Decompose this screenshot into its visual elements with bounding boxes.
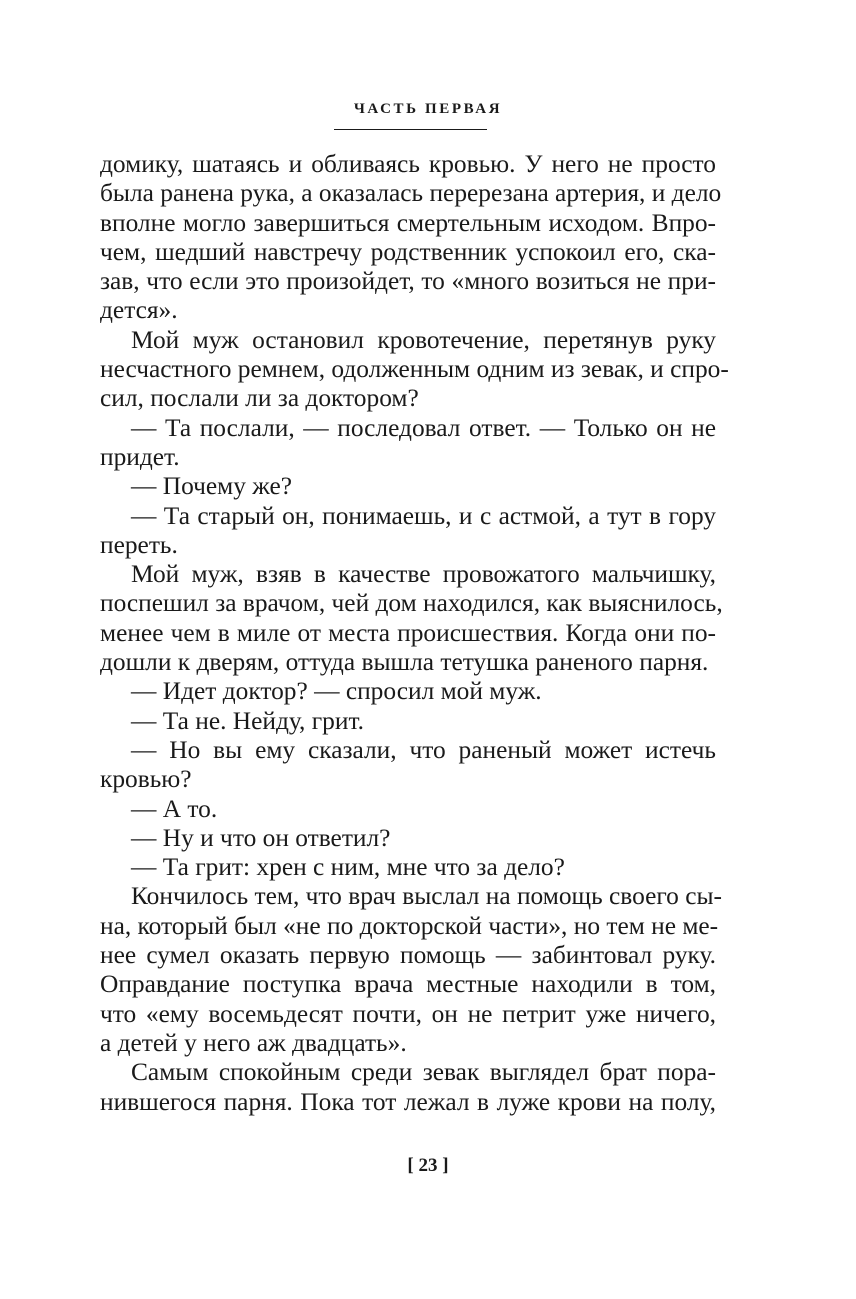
text-line: дется».: [100, 296, 178, 325]
text-line: Мой муж остановил кровотечение, перетянув руку: [131, 325, 716, 354]
running-head: ЧАСТЬ ПЕРВАЯ: [353, 101, 503, 117]
page-number: [ 23 ]: [407, 1155, 449, 1176]
text-line: нее сумел оказать первую помощь — забинтовал руку.: [100, 941, 716, 970]
text-line: чем, шедший навстречу родственник успокоил его, ска-: [100, 237, 716, 266]
text-line: несчастного ремнем, одолженным одним из зевак, и спро-: [100, 355, 729, 384]
text-line: была ранена рука, а оказалась перерезана артерия, и дело: [100, 179, 722, 208]
body-text: [100, 150, 729, 1117]
text-line: придет.: [100, 442, 180, 471]
text-line: зав, что если это произойдет, то «много возиться не при-: [100, 267, 716, 296]
text-line: — Та грит: хрен с ним, мне что за дело?: [131, 853, 565, 882]
text-line: Мой муж, взяв в качестве провожатого мальчишку,: [131, 560, 716, 589]
text-line: — Та не. Нейду, грит.: [131, 706, 364, 735]
running-head-rule: [334, 129, 487, 130]
text-line: кровью?: [100, 765, 192, 794]
text-line: — Та послали, — последовал ответ. — Только он не: [131, 413, 716, 442]
text-line: менее чем в миле от места происшествия. Когда они по-: [100, 618, 716, 647]
text-line: дошли к дверям, оттуда вышла тетушка раненого парня.: [100, 648, 709, 677]
text-line: домику, шатаясь и обливаясь кровью. У него не просто: [100, 150, 716, 178]
text-line: Самым спокойным среди зевак выглядел брат пора-: [131, 1058, 716, 1087]
text-line: переть.: [100, 530, 178, 559]
text-line: вполне могло завершиться смертельным исходом. Впро-: [100, 208, 716, 237]
text-line: нившегося парня. Пока тот лежал в луже крови на полу,: [100, 1087, 716, 1116]
text-line: Кончилось тем, что врач выслал на помощь своего сы-: [131, 882, 722, 911]
text-line: — Та старый он, понимаешь, и с астмой, а тут в гору: [131, 501, 716, 530]
text-line: — Почему же?: [131, 472, 293, 501]
text-line: сил, послали ли за доктором?: [100, 384, 419, 413]
text-line: — Идет доктор? — спросил мой муж.: [131, 677, 542, 706]
text-line: — Но вы ему сказали, что раненый может истечь: [131, 735, 716, 764]
text-line: поспешил за врачом, чей дом находился, как выяснилось,: [100, 589, 723, 618]
text-line: а детей у него аж двадцать».: [100, 1028, 407, 1057]
text-line: — Ну и что он ответил?: [131, 823, 391, 852]
text-line: — А то.: [131, 794, 218, 823]
text-line: что «ему восемьдесят почти, он не петрит уже ничего,: [100, 999, 716, 1028]
text-line: Оправдание поступка врача местные находили в том,: [100, 970, 716, 999]
text-line: на, который был «не по докторской части», но тем не ме-: [100, 911, 719, 940]
